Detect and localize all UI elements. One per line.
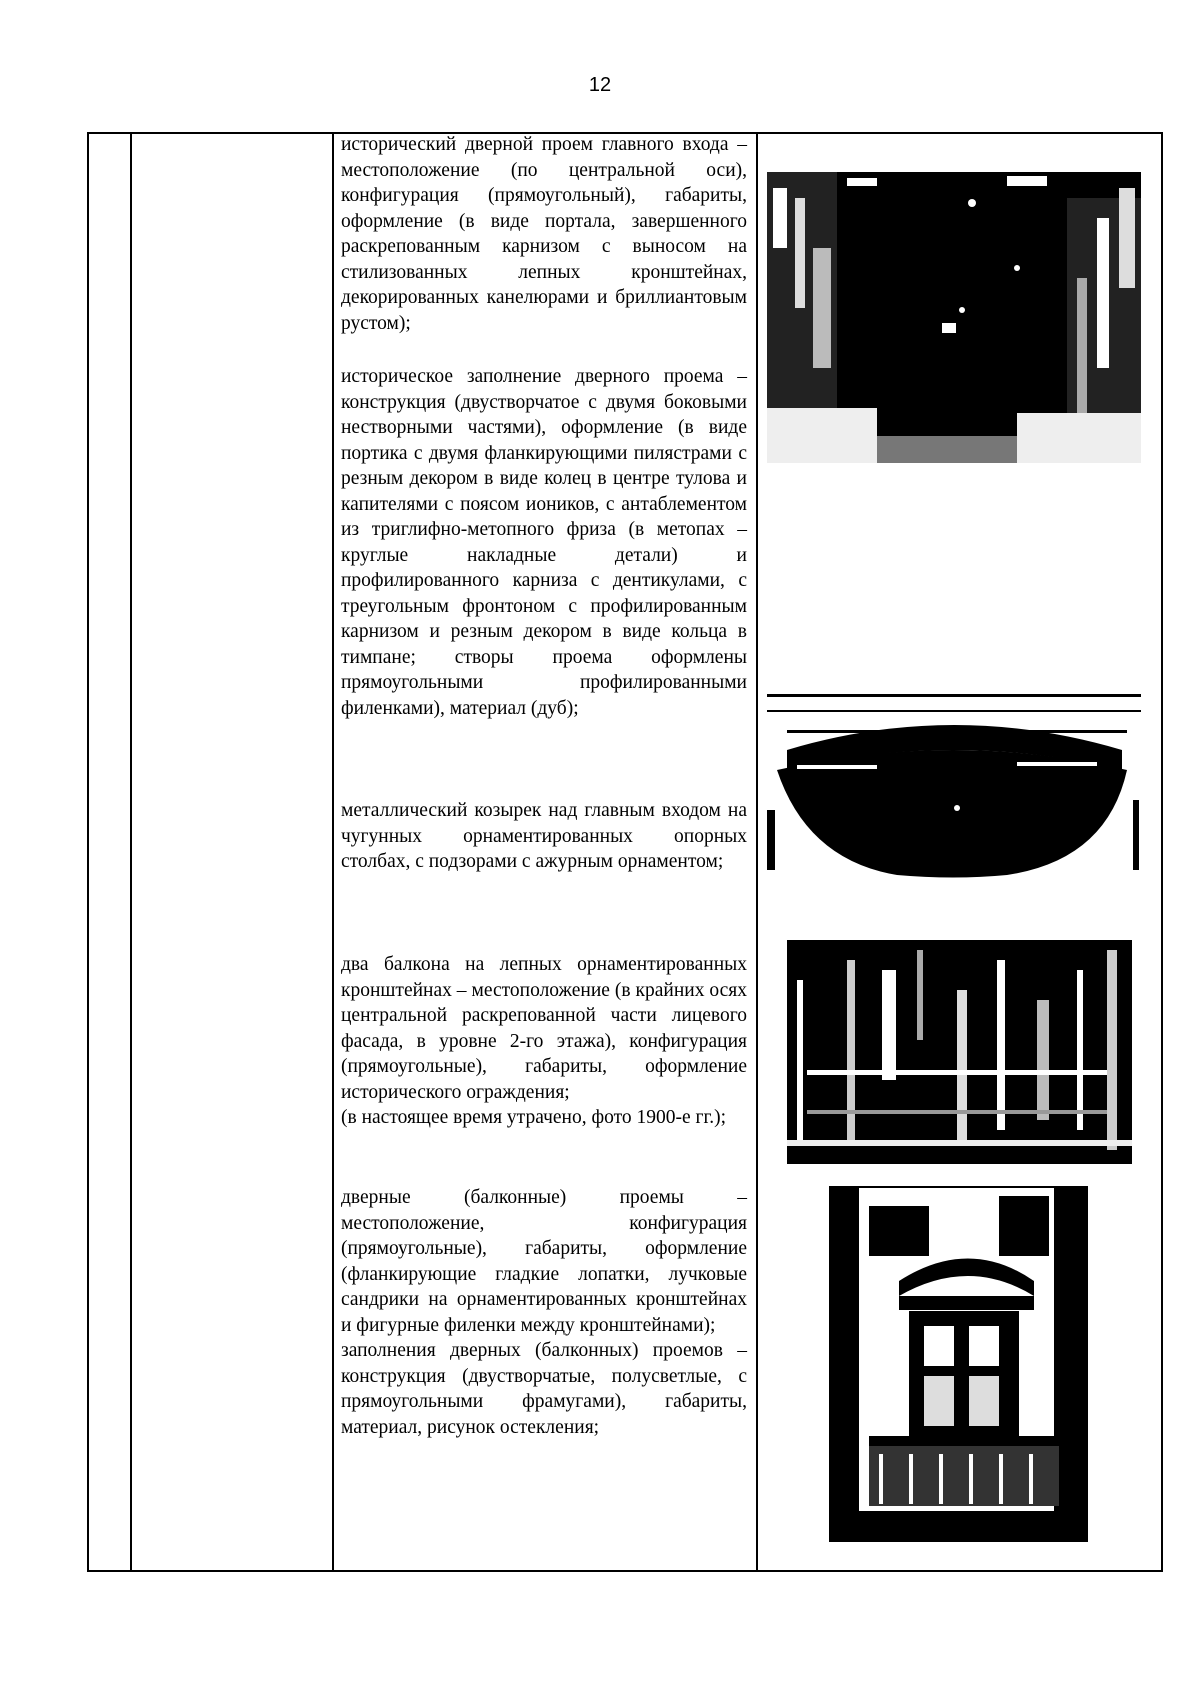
column-divider	[332, 134, 334, 1570]
column-divider	[756, 134, 758, 1570]
entry-main-entrance-portal	[341, 132, 747, 336]
entry-text: дверные (балконные) проемы – местоположение, конфигурация (прямоугольные), габариты, оформление (фланкирующие гладкие лопатки, лучковые сандрики на орнаментированных кронштейнах и фигурные филенки между кронштейнами);	[341, 1187, 747, 1336]
entry-balconies	[341, 952, 747, 1131]
entry-note: (в настоящее время утрачено, фото 1900-е гг.);	[341, 1107, 727, 1128]
photo-canopy	[767, 690, 1141, 883]
photo-portal	[767, 158, 1141, 463]
entry-text: историческое заполнение дверного проема – конструкция (двустворчатое с двумя боковыми нестворными частями), оформление (в виде портика с двумя фланкирующими пилястрами с резным декором в виде колец в центре тулова и капителями с поясом иоников, с антаблементом из триглифно-метопного фриза (в метопах – круглые накладные детали) и профилированного карниза с дентикулами, с треугольным фронтоном с профилированным карнизом и резным декором в виде кольца в тимпане; створы проема оформлены прямоугольными профилированными филенками), материал (дуб);	[341, 366, 747, 719]
photo-balcony-historic	[787, 940, 1132, 1164]
entry-note: заполнения дверных (балконных) проемов – конструкция (двустворчатые, полусветлые, с прямоугольными фрамугами), габариты, материал, рисунок остекления;	[341, 1340, 747, 1438]
entry-text: исторический дверной проем главного входа – местоположение (по центральной оси), конфигурация (прямоугольный), габариты, оформление (в виде портала, завершенного раскрепованным карнизом с выносом на стилизованных лепных кронштейнах, декорированных канелюрами и бриллиантовым рустом);	[341, 134, 747, 334]
photo-balcony-door	[829, 1186, 1088, 1542]
entry-text: два балкона на лепных орнаментированных кронштейнах – местоположение (в крайних осях центральной раскрепованной части лицевого фасада, в уровне 2-го этажа), конфигурация (прямоугольные), габариты, оформление исторического ограждения;	[341, 954, 747, 1103]
entry-balcony-doors	[341, 1185, 747, 1440]
page-number: 12	[588, 74, 612, 96]
entry-door-infill	[341, 364, 747, 721]
entry-text: металлический козырек над главным входом на чугунных орнаментированных опорных столбах, с подзорами с ажурным орнаментом;	[341, 800, 747, 872]
column-divider	[130, 134, 132, 1570]
entry-metal-canopy	[341, 798, 747, 875]
